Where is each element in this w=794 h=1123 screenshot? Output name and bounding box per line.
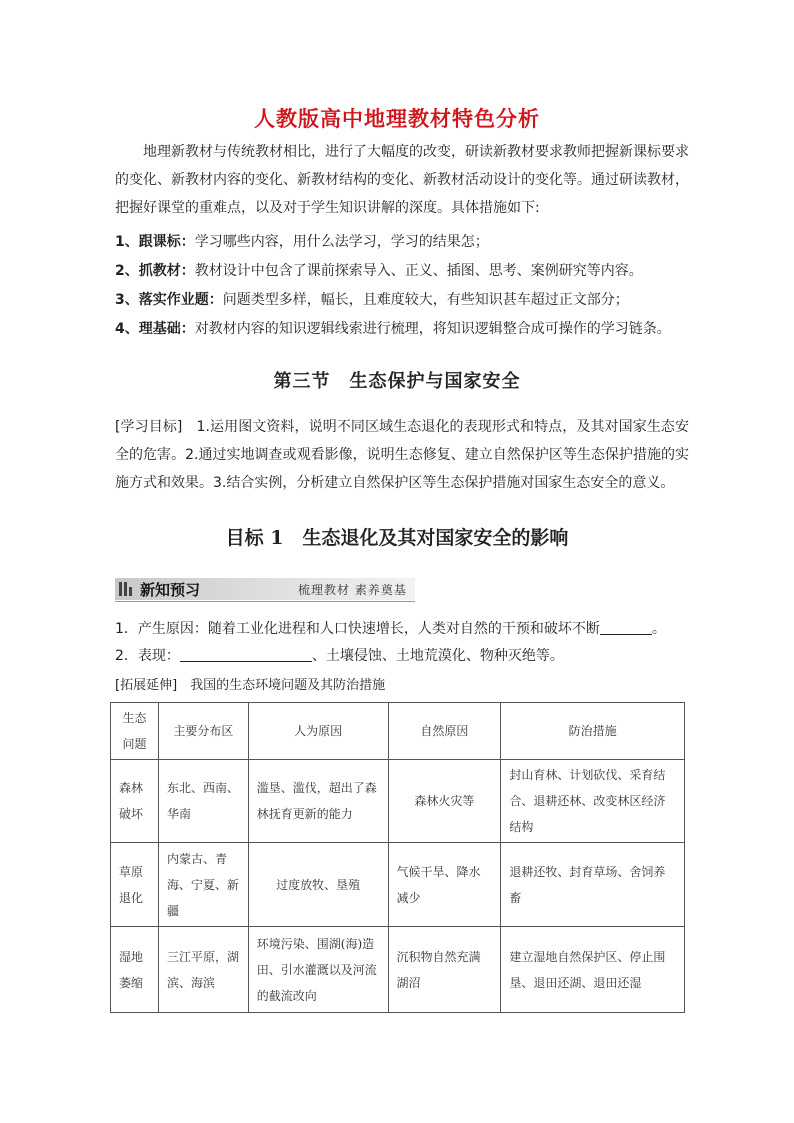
table-cell: 东北、西南、华南 — [158, 760, 248, 843]
measure-item — [115, 257, 689, 285]
table-cell: 草原退化 — [111, 843, 159, 927]
table-cell: 环境污染、围湖(海)造田、引水灌溉以及河流的截流改向 — [248, 927, 388, 1013]
table-row — [111, 843, 685, 927]
preview-item — [115, 616, 689, 642]
measure-label: 3、落实作业题： — [115, 292, 223, 308]
table-cell: 过度放牧、垦殖 — [248, 843, 388, 927]
eco-problems-table — [110, 702, 685, 1013]
preview-text: 2．表现： — [115, 648, 180, 664]
header-cell: 主要分布区 — [158, 703, 248, 760]
table-cell: 封山育林、计划砍伐、采育结合、退耕还林、改变林区经济结构 — [501, 760, 685, 843]
target-title: 目标 1 生态退化及其对国家安全的影响 — [225, 527, 569, 549]
preview-item — [115, 643, 689, 669]
preview-text: 1．产生原因：随着工业化进程和人口快速增长，人类对自然的干预和破坏不断 — [115, 621, 600, 637]
table-cell: 三江平原，湖滨、海滨 — [158, 927, 248, 1013]
measure-item — [115, 315, 689, 343]
measure-text: 学习哪些内容，用什么法学习，学习的结果怎； — [194, 234, 489, 250]
banner-subtitle: 梳理教材 素养奠基 — [298, 583, 407, 597]
header-cell: 防治措施 — [501, 703, 685, 760]
table-cell: 内蒙古、青海、宁夏、新疆 — [158, 843, 248, 927]
table-cell: 建立湿地自然保护区、停止围垦、退田还湖、退田还湿 — [501, 927, 685, 1013]
measure-text: 教材设计中包含了课前探索导入、正义、插图、思考、案例研究等内容。 — [194, 263, 643, 279]
table-cell: 湿地萎缩 — [111, 927, 159, 1013]
table-row — [111, 927, 685, 1013]
learning-goals: [学习目标] 1.运用图文资料，说明不同区域生态退化的表现形式和特点，及其对国家生态安全的危害。2.通过实地调查或观看影像，说明生态修复、建立自然保护区等生态保护措施的实施方式和效果。3.结合实例，分析建立自然保护区等生态保护措施对国家生态安全的意义。 — [115, 419, 689, 491]
table-cell: 退耕还牧、封育草场、舍饲养畜 — [501, 843, 685, 927]
table-cell: 滥垦、滥伐，超出了森林抚育更新的能力 — [248, 760, 388, 843]
measure-item — [115, 228, 689, 256]
table-cell: 森林火灾等 — [388, 760, 501, 843]
extension-caption: [拓展延伸] 我国的生态环境问题及其防治措施 — [115, 678, 386, 693]
book-icon — [119, 582, 133, 596]
banner-divider — [115, 601, 415, 602]
measure-text: 对教材内容的知识逻辑线索进行梳理，将知识逻辑整合成可操作的学习链条。 — [194, 321, 671, 337]
header-cell: 人为原因 — [248, 703, 388, 760]
header-cell: 自然原因 — [388, 703, 501, 760]
measure-label: 2、抓教材： — [115, 263, 195, 279]
banner-label: 新知预习 — [140, 581, 201, 599]
fill-blank[interactable] — [180, 647, 312, 662]
table-header-row — [111, 703, 685, 760]
preview-text-end: 、土壤侵蚀、土地荒漠化、物种灭绝等。 — [311, 648, 564, 664]
section-title: 第三节 生态保护与国家安全 — [273, 371, 521, 392]
measure-item — [115, 286, 689, 314]
table-row — [111, 760, 685, 843]
table-cell: 沉积物自然充满湖沼 — [388, 927, 501, 1013]
measure-label: 4、理基础： — [115, 321, 195, 337]
measure-label: 1、跟课标： — [115, 234, 195, 250]
intro-paragraph: 地理新教材与传统教材相比，进行了大幅度的改变，研读新教材要求教师把握新课标要求的变化、新教材内容的变化、新教材结构的变化、新教材活动设计的变化等。通过研读教材，把握好课堂的重难点，以及对于学生知识讲解的深度。具体措施如下: — [115, 144, 689, 216]
measure-text: 问题类型多样，幅长，且难度较大，有些知识甚车超过正文部分； — [222, 292, 629, 308]
fill-blank[interactable] — [600, 620, 652, 635]
preview-banner — [115, 578, 415, 600]
preview-text-end: 。 — [651, 621, 666, 637]
header-cell: 生态问题 — [111, 703, 159, 760]
table-cell: 森林破坏 — [111, 760, 159, 843]
table-cell: 气候干旱、降水减少 — [388, 843, 501, 927]
document-title: 人教版高中地理教材特色分析 — [254, 107, 540, 131]
